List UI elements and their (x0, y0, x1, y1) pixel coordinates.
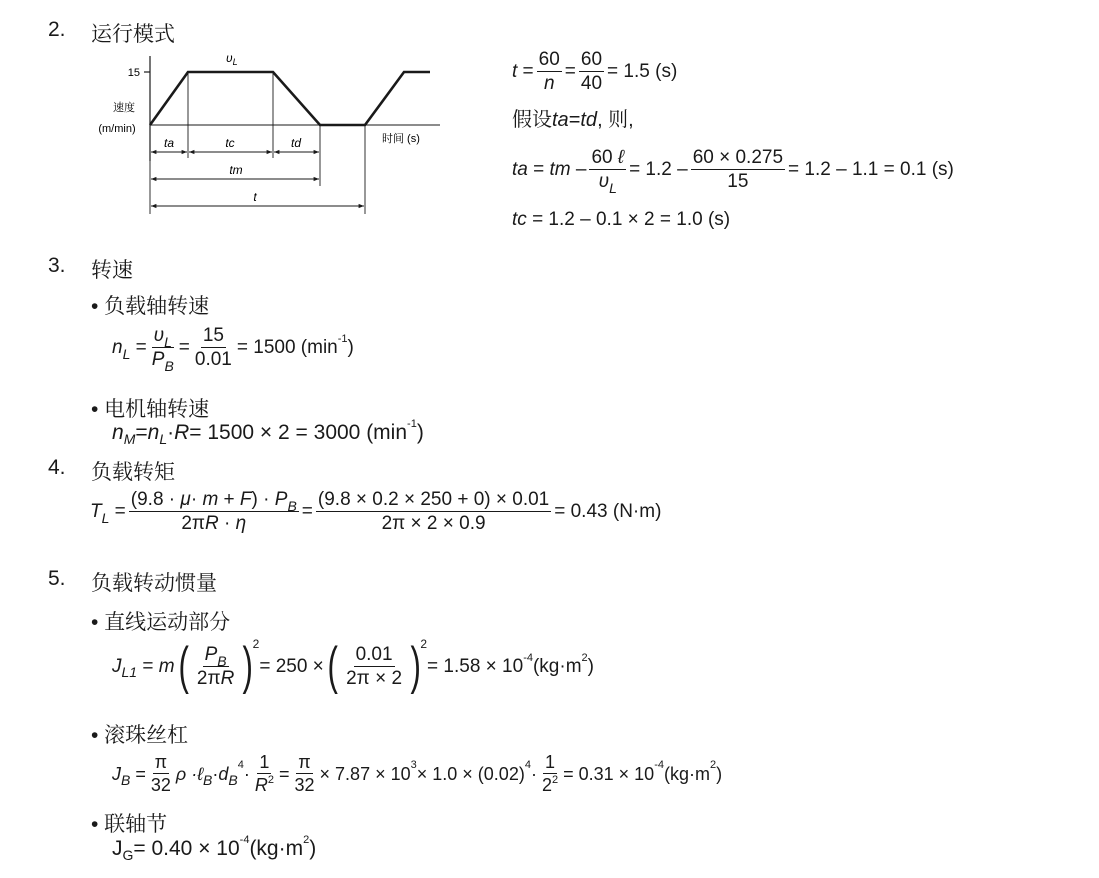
formula-JG (112, 834, 317, 863)
var-l: ℓ (197, 763, 204, 784)
velocity-profile-diagram (80, 46, 450, 221)
fraction (129, 490, 299, 533)
numerator: 60 (580, 49, 603, 70)
numerator: 0.01 (355, 643, 393, 665)
text: · (212, 763, 219, 784)
subscript: L (164, 334, 172, 350)
text: ) (347, 337, 354, 358)
denominator: 15 (727, 171, 749, 192)
var-ta: ta (512, 159, 528, 180)
superscript: 4 (524, 759, 531, 771)
var-R: R (205, 513, 219, 534)
fraction (253, 753, 276, 794)
var-m: m (158, 655, 175, 677)
vL-label (226, 51, 238, 67)
text: 假设 (512, 109, 552, 131)
fraction (195, 645, 236, 688)
var-tm: tm (549, 159, 571, 180)
subscript: B (203, 771, 213, 788)
denominator: n (543, 73, 555, 94)
var-P: P (151, 349, 165, 370)
section-number: 3. (48, 254, 66, 277)
var-J: J (112, 655, 122, 677)
superscript: -4 (239, 834, 250, 846)
text: (9.8 · (130, 489, 181, 510)
var-R: R (174, 421, 190, 444)
denominator: 2π × 2 × 0.9 (381, 513, 486, 534)
text: 2π (196, 667, 221, 689)
fraction (589, 147, 626, 196)
subscript: B (217, 652, 227, 669)
section-number: 4. (48, 456, 66, 479)
subscript: B (228, 771, 238, 788)
superscript: -4 (654, 759, 664, 771)
superscript: -1 (407, 418, 417, 430)
section-number: 5. (48, 567, 66, 590)
section-title: 负载转矩 (91, 461, 175, 484)
text: ) (716, 763, 723, 784)
text: · (167, 421, 175, 444)
text: , 则, (597, 109, 634, 131)
result: = 1.2 – 0.1 × 2 = 1.0 (s) (532, 209, 731, 230)
unit: (kg·m (532, 655, 582, 677)
var-mu: μ (180, 489, 191, 510)
superscript: 2 (581, 651, 588, 664)
subscript: B (287, 498, 297, 514)
fraction (537, 50, 562, 93)
text: × 7.87 × 10 (319, 763, 411, 784)
var-R: R (254, 775, 268, 795)
subscript: L1 (121, 664, 138, 680)
fraction (691, 148, 785, 191)
text: ) · (251, 489, 275, 510)
denominator (540, 774, 560, 794)
superscript: 2 (420, 637, 428, 651)
subscript: L (159, 430, 168, 447)
denominator (597, 170, 619, 196)
result: = 0.40 × 10 (133, 837, 240, 860)
superscript: 2 (252, 637, 260, 651)
text: 2 (541, 775, 552, 795)
right-paren: ) (410, 637, 421, 695)
formula-JL1: J L1 = m ( $\frac{P_B}{2\pi R}$ ) 2 = 250 × ( $\frac{0.01}{2\pi \times 2}$ ) 2 = 1.58 × 10 -4 (kg·m 2 ) (112, 637, 594, 695)
vL-subscript: L (232, 57, 238, 67)
var-R: R (220, 667, 235, 689)
denominator: 40 (580, 73, 603, 94)
y-axis-label: 速度 (113, 102, 135, 114)
denominator: 0.01 (194, 349, 232, 370)
fraction (149, 753, 173, 794)
t-label: t (253, 190, 257, 204)
var-P: P (204, 643, 218, 665)
superscript: 3 (410, 759, 417, 771)
text: 2π (181, 513, 206, 534)
var-n: n (112, 337, 123, 358)
bullet-item: • 联轴节 (91, 813, 168, 836)
text: = 1.2 – (629, 159, 688, 180)
text: ) (587, 655, 594, 677)
fraction (579, 50, 604, 93)
section-title: 负载转动惯量 (91, 572, 217, 595)
unit: (kg·m (249, 837, 304, 860)
text: = 250 × (259, 655, 324, 677)
var-rho: ρ · (175, 763, 198, 784)
subscript: B (164, 358, 174, 374)
numerator: 1 (259, 752, 270, 772)
var-J: J (112, 837, 123, 860)
unit: (kg·m (663, 763, 710, 784)
result: = 0.43 (N·m) (554, 501, 662, 522)
numerator (589, 148, 626, 170)
superscript: -4 (523, 651, 533, 664)
numerator: 1 (545, 752, 556, 772)
text: · (530, 763, 537, 784)
numerator (152, 326, 174, 348)
numerator: 60 × 0.275 (692, 147, 784, 168)
formula-t: t = $\frac{60}{n}$ = $\frac{60}{40}$ = 1.5 (s) (512, 49, 678, 94)
subscript: B (121, 771, 131, 788)
fraction (293, 753, 317, 794)
formula-ta: ta = tm – $\frac{\text{60 ℓ}}{\upsilon_L}$ = 1.2 – $\frac{60 \times 0.275}{15}$ = 1.2 – 1.1 = 0.1 (s) (512, 147, 954, 196)
denominator: 2π × 2 (346, 667, 403, 689)
result: = 1.58 × 10 (427, 655, 524, 677)
var-J: J (112, 763, 121, 784)
superscript: 2 (303, 834, 310, 846)
text: · (243, 763, 250, 784)
fraction (316, 490, 551, 533)
superscript: -1 (337, 333, 348, 345)
formula-nL: n L = $\frac{\upsilon_L}{P_B}$ = $\frac{15}{0.01}$ = 1500 (min -1 ) (112, 325, 354, 374)
numerator: 60 (538, 49, 560, 70)
result: = 1500 (min (236, 337, 338, 358)
denominator: 32 (294, 775, 315, 795)
numerator: π (298, 752, 311, 772)
tm-label: tm (229, 163, 243, 177)
denominator (150, 348, 176, 374)
denominator (179, 512, 248, 533)
fraction (193, 326, 234, 369)
subscript: L (609, 180, 617, 196)
var-t: t (512, 61, 518, 82)
subscript: G (122, 846, 134, 863)
left-paren: ( (178, 637, 189, 695)
var-T: T (90, 501, 102, 522)
numerator (203, 645, 229, 667)
denominator (253, 774, 276, 794)
bullet-item: • 滚珠丝杠 (91, 724, 189, 747)
section-title: 转速 (91, 259, 133, 282)
right-paren: ) (242, 637, 254, 695)
text: × 1.0 × (0.02) (416, 763, 525, 784)
superscript: 2 (551, 774, 559, 786)
superscript: 4 (237, 759, 244, 771)
numerator: (9.8 × 0.2 × 250 + 0) × 0.01 (317, 489, 550, 510)
text: = (568, 109, 581, 131)
text: + (218, 489, 240, 510)
superscript: 2 (709, 759, 717, 771)
text: · (218, 513, 236, 534)
var-td: td (580, 109, 598, 131)
var-eta: η (235, 513, 247, 534)
denominator (195, 667, 236, 688)
vL-symbol: υ (226, 51, 233, 65)
formula-tc (512, 210, 730, 229)
x-axis-label: 时间 (s) (382, 133, 420, 145)
assumption-line (512, 110, 634, 130)
bullet-item: • 电机轴转速 (91, 398, 210, 421)
tc-label: tc (225, 136, 235, 150)
var-tc: tc (512, 209, 527, 230)
result: = 1.2 – 1.1 = 0.1 (s) (788, 159, 954, 180)
text: ) (416, 421, 424, 444)
var-v: υ (598, 171, 610, 192)
numerator (129, 490, 299, 512)
var-ta: ta (552, 109, 569, 131)
denominator: 32 (150, 775, 171, 795)
td-label: td (290, 136, 302, 150)
var-F: F (239, 489, 252, 510)
section-title: 运行模式 (91, 23, 175, 46)
fraction (344, 645, 404, 688)
var-n: n (147, 421, 160, 444)
var-v: υ (153, 325, 165, 346)
var-P: P (274, 489, 288, 510)
var-n: n (112, 421, 124, 444)
num-value: 60 (591, 147, 613, 168)
result: = 0.31 × 10 (563, 763, 655, 784)
var-l: ℓ (617, 147, 625, 168)
superscript: 2 (267, 774, 274, 786)
result: = 1500 × 2 = 3000 (min (189, 421, 408, 444)
section-number: 2. (48, 18, 66, 41)
text: ) (309, 837, 317, 860)
y-axis-unit: (m/min) (98, 123, 136, 135)
subscript: L (101, 509, 110, 526)
fraction (540, 753, 560, 794)
bullet-item: • 直线运动部分 (91, 611, 231, 634)
speed-value-label: 15 (127, 67, 140, 79)
left-paren: ( (327, 637, 338, 695)
ta-label: ta (163, 136, 175, 150)
speed-profile-line (150, 72, 430, 125)
var-m: m (202, 489, 219, 510)
bullet-item: • 负载轴转速 (91, 295, 210, 318)
text: = (135, 421, 148, 444)
numerator: π (154, 752, 168, 772)
result: = 1.5 (s) (607, 61, 678, 82)
subscript: L (122, 345, 131, 362)
fraction (150, 325, 176, 374)
numerator: 15 (202, 325, 224, 346)
formula-JB: J B = $\frac{\pi}{32}$ ρ · ℓ B · d B 4 · $\frac{1}{R^2}$ = $\frac{\pi}{32}$ × 7.87 × 10 3 × 1.0 × (0.02) 4 · $\frac{1}{2^2}$ = 0.31 × 10 -4 (kg·m 2 ) (112, 752, 723, 795)
formula-TL: T L = $\frac{(9.8 \cdot \mu\cdot m + F) \cdot P_B}{2\pi R \cdot \eta}$ = $\frac{(9.8 \times 0.2 \times 250 + 0) \times 0.01}{2\pi \times 2 \times 0.9}$ = 0.43 (N·m) (90, 489, 662, 534)
text: · (190, 489, 203, 510)
formula-nM (112, 418, 424, 447)
subscript: M (123, 430, 136, 447)
var-d: d (218, 763, 229, 784)
